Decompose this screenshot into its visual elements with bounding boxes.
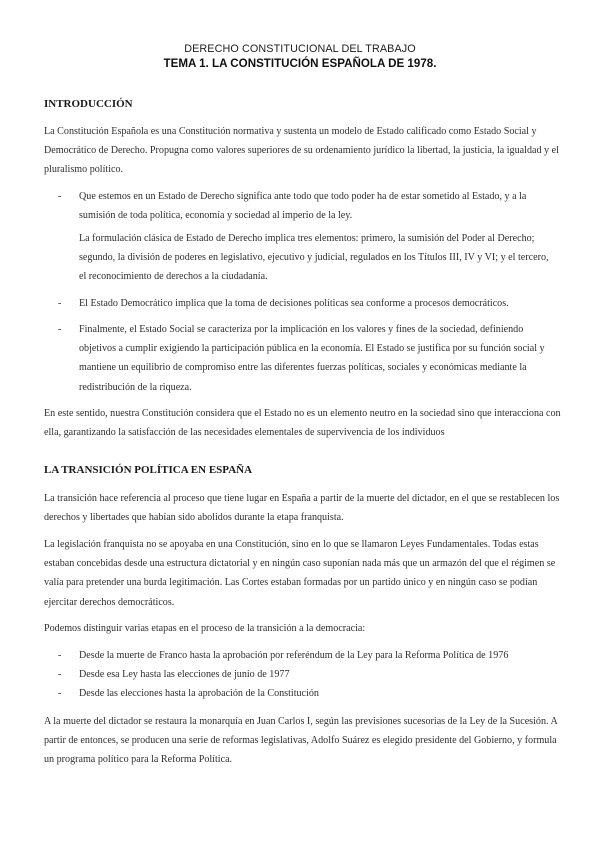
section-heading-transicion: LA TRANSICIÓN POLÍTICA EN ESPAÑA [44, 464, 253, 476]
intro-bullet-2-text: El Estado Democrático implica que la toma de decisiones políticas sea conforme a procesos democráticos. [79, 298, 509, 309]
bullet-dash: - [58, 669, 62, 680]
bullet-dash: - [58, 650, 62, 661]
intro-paragraph-2: En este sentido, nuestra Constitución considera que el Estado no es un elemento neutro en la sociedad sino que interacciona con ella, garantizando la satisfacción de las necesidades elementales de supervivencia de los individuos [44, 408, 561, 439]
intro-bullet-3-text: Finalmente, el Estado Social se caracteriza por la implicación en los valores y fines de la sociedad, definiendo objetivos a cumplir exigiendo la participación pública en la economía. El Estado se justifica por su función social y mantiene un equilibrio de compromiso entre las diferentes fuerzas políticas, sociales y económicas mediante la redistribución de la riqueza. [79, 324, 545, 393]
bullet-dash: - [58, 688, 62, 699]
stage-item-2-text: Desde esa Ley hasta las elecciones de junio de 1977 [79, 669, 290, 680]
intro-bullet-1-text: Que estemos en un Estado de Derecho significa ante todo que todo poder ha de estar sometido al Estado, y a la sumisión de toda política, economía y sociedad al imperio de la ley. [79, 191, 527, 222]
intro-paragraph-1: La Constitución Española es una Constitución normativa y sustenta un modelo de Estado calificado como Estado Social y Democrático de Derecho. Propugna como valores superiores de su ordenamiento jurídico la libertad, la justicia, la igualdad y el pluralismo político. [44, 126, 559, 176]
transition-paragraph-3: Podemos distinguir varias etapas en el proceso de la transición a la democracia: [44, 623, 366, 634]
intro-sub-paragraph: La formulación clásica de Estado de Derecho implica tres elementos: primero, la sumisión del Poder al Derecho; segundo, la división de poderes en legislativo, ejecutivo y judicial, regulados en los Títulos III, IV y VI; y el tercero, el reconocimiento de derechos a la ciudadanía. [79, 233, 549, 283]
stage-item-3-text: Desde las elecciones hasta la aprobación de la Constitución [79, 688, 319, 699]
transition-paragraph-4: A la muerte del dictador se restaura la monarquía en Juan Carlos I, según las previsiones sucesorias de la Ley de la Sucesión. A partir de entonces, se producen una serie de reformas legislativas, Adolfo Suárez es elegido presidente del Gobierno, y formula un programa político para la Reforma Política. [44, 716, 558, 766]
intro-bullet-1 [58, 187, 548, 225]
course-title: DERECHO CONSTITUCIONAL DEL TRABAJO [184, 43, 416, 55]
section-heading-introduccion: INTRODUCCIÓN [44, 98, 133, 110]
transition-paragraph-2: La legislación franquista no se apoyaba en una Constitución, sino en lo que se llamaron Leyes Fundamentales. Todas estas estaban concebidas desde una estructura dictatorial y en ningún caso suponían nada más que un armazón del que el régimen se valía para pretender una burda legitimación. Las Cortes estaban formadas por un partido único y en ningún caso se podían ejercitar derechos democráticos. [44, 539, 556, 608]
bullet-dash: - [58, 191, 62, 202]
transition-paragraph-1: La transición hace referencia al proceso que tiene lugar en España a partir de la muerte del dictador, en el que se restablecen los derechos y libertades que habían sido abolidos durante la etapa franquista. [44, 493, 560, 524]
intro-bullet-3 [58, 320, 548, 397]
bullet-dash: - [58, 298, 62, 309]
stage-item-1-text: Desde la muerte de Franco hasta la aprobación por referéndum de la Ley para la Reforma Política de 1976 [79, 650, 509, 661]
topic-title: TEMA 1. LA CONSTITUCIÓN ESPAÑOLA DE 1978. [163, 57, 437, 70]
stage-item-3 [58, 688, 548, 699]
bullet-dash: - [58, 324, 62, 335]
stage-item-2 [58, 669, 548, 680]
intro-bullet-2 [58, 294, 548, 313]
stage-item-1 [58, 650, 548, 661]
